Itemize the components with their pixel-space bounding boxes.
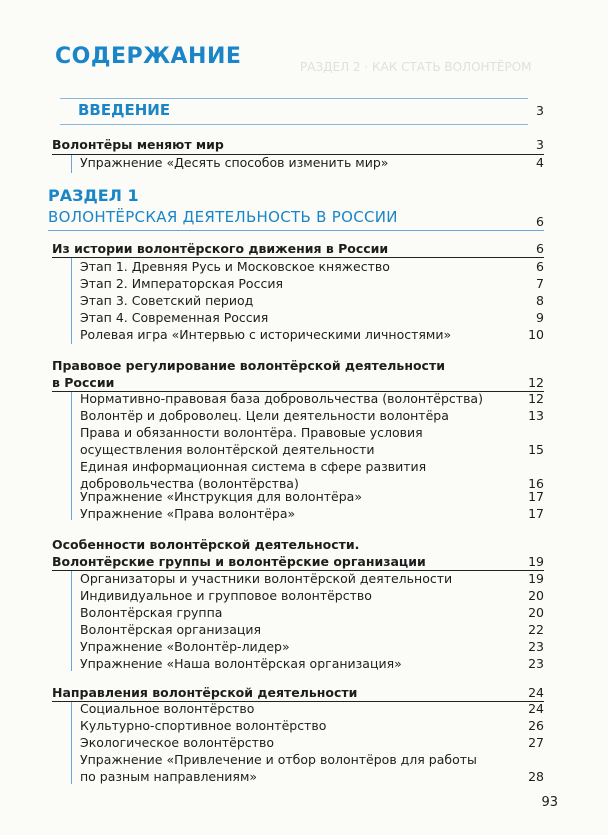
page-number: 4: [536, 155, 544, 170]
toc-chapter-entry[interactable]: [52, 240, 544, 257]
chapter-side-line: [71, 702, 72, 784]
toc-entry[interactable]: [80, 621, 544, 638]
page-number: 22: [528, 622, 544, 637]
page-number: 24: [528, 685, 544, 700]
page-number: 23: [528, 656, 544, 671]
chapter-side-line: [71, 155, 72, 173]
toc-entry[interactable]: [80, 390, 544, 407]
page-number: 7: [536, 276, 544, 291]
toc-entry[interactable]: [80, 638, 544, 655]
section-rule: [48, 230, 544, 231]
chapter-title: Волонтёры меняют мир: [52, 137, 224, 152]
chapter-title: Из истории волонтёрского движения в России: [52, 241, 389, 256]
section-label: РАЗДЕЛ 1: [48, 186, 139, 205]
page-number: 27: [528, 735, 544, 750]
page-number: 24: [528, 701, 544, 716]
page-number: 6: [536, 259, 544, 274]
page-number: 15: [528, 442, 544, 457]
entry-title: Этап 2. Императорская Россия: [80, 276, 283, 291]
entry-title: Этап 3. Советский период: [80, 293, 254, 308]
page-number: 3: [536, 103, 544, 118]
intro-top-rule: [60, 98, 528, 99]
entry-title: Социальное волонтёрство: [80, 701, 255, 716]
page-number: 13: [528, 408, 544, 423]
entry-title: Этап 1. Древняя Русь и Московское княжество: [80, 259, 390, 274]
toc-chapter-entry[interactable]: [52, 684, 544, 701]
toc-entry[interactable]: [80, 258, 544, 275]
page-number: 9: [536, 310, 544, 325]
entry-title: Экологическое волонтёрство: [80, 735, 274, 750]
toc-entry[interactable]: [80, 424, 544, 458]
entry-title: Этап 4. Современная Россия: [80, 310, 269, 325]
entry-title: Упражнение «Десять способов изменить мир»: [80, 155, 389, 170]
entry-title: Индивидуальное и групповое волонтёрство: [80, 588, 372, 603]
chapter-title-line: в России: [52, 375, 115, 390]
entry-title: Ролевая игра «Интервью с историческими личностями»: [80, 327, 452, 342]
page-number: 3: [536, 137, 544, 152]
toc-chapter-entry[interactable]: [52, 536, 544, 570]
bleed-through-text: РАЗДЕЛ 2 · КАК СТАТЬ ВОЛОНТЁРОМ: [300, 60, 532, 74]
page-number: 20: [528, 588, 544, 603]
toc-entry[interactable]: [80, 751, 544, 785]
intro-label: ВВЕДЕНИЕ: [78, 101, 171, 119]
toc-intro-entry[interactable]: [78, 101, 544, 123]
entry-title: Упражнение «Наша волонтёрская организация»: [80, 656, 402, 671]
page-number: 8: [536, 293, 544, 308]
page-number: 19: [528, 571, 544, 586]
chapter-side-line: [71, 258, 72, 344]
toc-entry[interactable]: [80, 655, 544, 672]
entry-title: Упражнение «Волонтёр-лидер»: [80, 639, 290, 654]
toc-chapter-entry[interactable]: [52, 357, 544, 391]
entry-title-line: Единая информационная система в сфере развития: [80, 459, 427, 474]
entry-title-line: добровольчества (волонтёрства): [80, 476, 299, 491]
toc-entry[interactable]: [80, 505, 544, 522]
toc-chapter-entry[interactable]: [52, 136, 544, 153]
entry-title: Организаторы и участники волонтёрской деятельности: [80, 571, 453, 586]
toc-entry[interactable]: [80, 700, 544, 717]
toc-entry[interactable]: [80, 292, 544, 309]
entry-title: Культурно-спортивное волонтёрство: [80, 718, 327, 733]
toc-entry[interactable]: [80, 275, 544, 292]
page-number: 12: [528, 375, 544, 390]
toc-entry[interactable]: [80, 734, 544, 751]
toc-title: СОДЕРЖАНИЕ: [55, 44, 242, 69]
toc-entry[interactable]: [80, 604, 544, 621]
page-number: 12: [528, 391, 544, 406]
page-number: 20: [528, 605, 544, 620]
toc-entry[interactable]: [80, 407, 544, 424]
entry-title: Упражнение «Права волонтёра»: [80, 506, 296, 521]
entry-title-line: по разным направлениям»: [80, 769, 258, 784]
page-number-footer: 93: [541, 795, 558, 810]
page-number: 17: [528, 506, 544, 521]
entry-title-line: Упражнение «Привлечение и отбор волонтёров для работы: [80, 752, 477, 767]
page-number: 6: [536, 214, 544, 229]
page-number: 10: [528, 327, 544, 342]
chapter-side-line: [71, 392, 72, 520]
toc-entry[interactable]: [80, 587, 544, 604]
toc-entry[interactable]: [80, 488, 544, 505]
chapter-title-line: Правовое регулирование волонтёрской деятельности: [52, 358, 445, 373]
section-title[interactable]: ВОЛОНТЁРСКАЯ ДЕЯТЕЛЬНОСТЬ В РОССИИ: [48, 208, 398, 226]
entry-title: Волонтёрская организация: [80, 622, 262, 637]
page-number: 19: [528, 554, 544, 569]
chapter-side-line: [71, 571, 72, 671]
page-number: 23: [528, 639, 544, 654]
entry-title-line: Права и обязанности волонтёра. Правовые условия: [80, 425, 423, 440]
toc-entry[interactable]: [80, 570, 544, 587]
intro-bottom-rule: [60, 124, 528, 125]
page-number: 16: [528, 476, 544, 491]
toc-entry[interactable]: [80, 309, 544, 326]
chapter-title-line: Волонтёрские группы и волонтёрские организации: [52, 554, 426, 569]
toc-entry[interactable]: [80, 458, 544, 492]
toc-entry[interactable]: [80, 717, 544, 734]
entry-title: Нормативно-правовая база добровольчества (волонтёрства): [80, 391, 483, 406]
chapter-title-line: Особенности волонтёрской деятельности.: [52, 537, 360, 552]
entry-title: Волонтёр и доброволец. Цели деятельности волонтёра: [80, 408, 449, 423]
page-number: 28: [528, 769, 544, 784]
page-number: 6: [536, 241, 544, 256]
entry-title-line: осуществления волонтёрской деятельности: [80, 442, 375, 457]
chapter-title: Направления волонтёрской деятельности: [52, 685, 358, 700]
entry-title: Упражнение «Инструкция для волонтёра»: [80, 489, 362, 504]
page-number: 17: [528, 489, 544, 504]
entry-title: Волонтёрская группа: [80, 605, 223, 620]
page-number: 26: [528, 718, 544, 733]
toc-entry[interactable]: [80, 326, 544, 343]
toc-entry[interactable]: [80, 154, 544, 171]
